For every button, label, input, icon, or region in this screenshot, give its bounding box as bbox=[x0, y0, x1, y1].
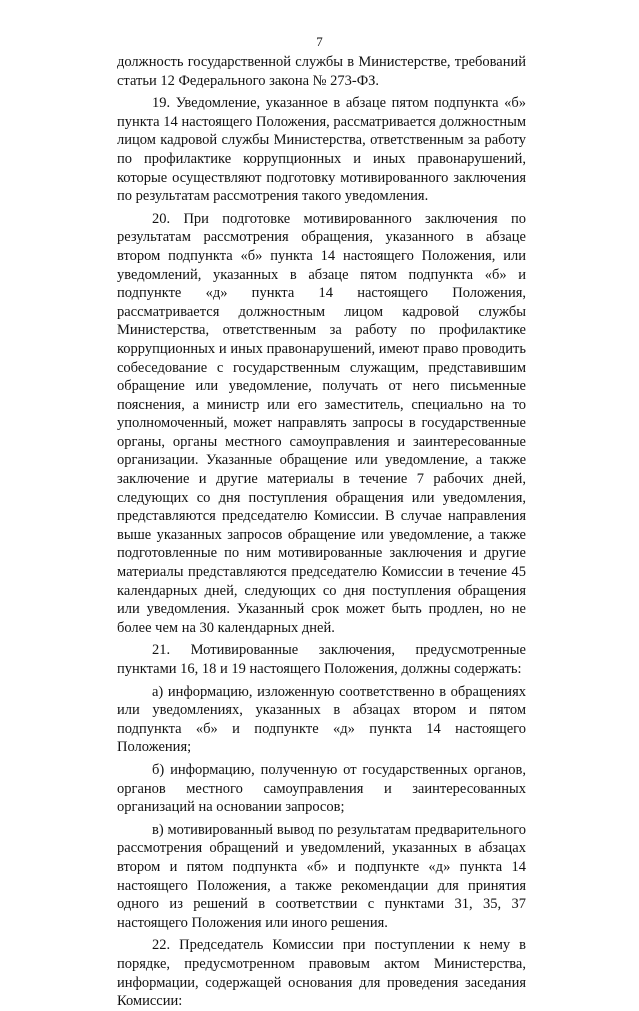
paragraph-20: 20. При подготовке мотивированного заключения по результатам рассмотрения обращения, указанного в абзаце втором подпункта «б» пункта 14 настоящего Положения, или уведомлений, указанных в абзаце пятом подпункта «б» и подпункте «д» пункта 14 настоящего Положения, рассматривается должностным лицом кадровой службы Министерства, ответственным за работу по профилактике коррупционных и иных правонарушений, имеют право проводить собеседование с государственным служащим, представившим обращение или уведомление, получать от него письменные пояснения, а министр или его заместитель, специально на то уполномоченный, может направлять запросы в государственные органы, органы местного самоуправления и заинтересованные организации. Указанные обращение или уведомление, а также заключение и другие материалы в течение 7 рабочих дней, следующих со дня поступления обращения или уведомления, представляются председателю Комиссии. В случае направления выше указанных запросов обращение или уведомление, а также подготовленные по ним мотивированные заключения и другие материалы представляются председателю Комиссии в течение 45 календарных дней, следующих со дня поступления обращения или уведомления. Указанный срок может быть продлен, но не более чем на 30 календарных дней. bbox=[117, 210, 526, 636]
list-item-v: в) мотивированный вывод по результатам предварительного рассмотрения обращений и уведомлений, указанных в абзацах втором и пятом подпункта «б» и подпункте «д» пункта 14 настоящего Положения, а также рекомендации для принятия одного из решений в соответствии с пунктами 31, 35, 37 настоящего Положения или иного решения. bbox=[117, 821, 526, 931]
paragraph-22: 22. Председатель Комиссии при поступлении к нему в порядке, предусмотренном правовым актом Министерства, информации, содержащей основания для проведения заседания Комиссии: bbox=[117, 937, 526, 1010]
paragraph-19: 19. Уведомление, указанное в абзаце пятом подпункта «б» пункта 14 настоящего Положения, рассматривается должностным лицом кадровой службы Министерства, ответственным за работу по профилактике коррупционных и иных правонарушений, которые осуществляют подготовку мотивированного заключения по результатам рассмотрения такого уведомления. bbox=[117, 95, 526, 205]
list-item-a: а) информацию, изложенную соответственно в обращениях или уведомлениях, указанных в абзацах втором и пятом подпункта «б» и подпункте «д» пункта 14 настоящего Положения; bbox=[117, 683, 526, 756]
paragraph-continuation: должность государственной службы в Министерстве, требований статьи 12 Федерального закона № 273-ФЗ. bbox=[117, 54, 526, 89]
document-body bbox=[117, 53, 526, 1011]
paragraph-21: 21. Мотивированные заключения, предусмотренные пунктами 16, 18 и 19 настоящего Положения, должны содержать: bbox=[117, 642, 526, 677]
list-item-b: б) информацию, полученную от государственных органов, органов местного самоуправления и заинтересованных организаций на основании запросов; bbox=[117, 761, 526, 816]
page-number: 7 bbox=[316, 34, 323, 49]
